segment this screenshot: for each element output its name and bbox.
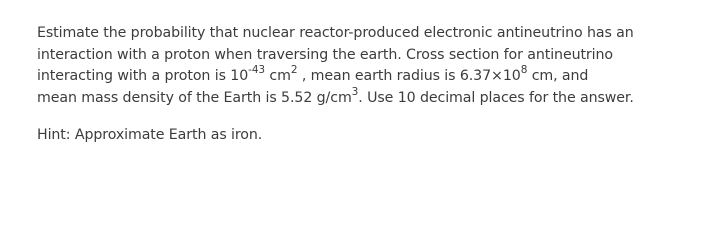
cross-section-text: interacting with a proton is 10 [37,68,249,84]
problem-statement [37,23,690,109]
problem-line-4 [37,85,690,110]
density-text: mean mass density of the Earth is 5.52 g/cm [37,89,352,106]
problem-line-3 [37,66,690,88]
cross-section-exponent: -43 [248,64,265,77]
decimal-places-instruction: . Use 10 decimal places for the answer. [358,89,634,106]
area-unit-exponent: 2 [290,64,298,77]
cross-section-unit: cm [265,68,291,84]
earth-radius-exponent: 8 [520,64,528,77]
earth-radius-text: , mean earth radius is 6.37×10 [297,68,521,84]
earth-radius-unit: cm, and [527,68,589,84]
density-unit-exponent: 3 [351,85,359,98]
problem-line-2: interaction with a proton when traversing the earth. Cross section for antineutrino [37,46,613,63]
hint-text: Hint: Approximate Earth as iron. [37,127,263,143]
problem-line-1: Estimate the probability that nuclear reactor-produced electronic antineutrino has an [37,25,634,41]
